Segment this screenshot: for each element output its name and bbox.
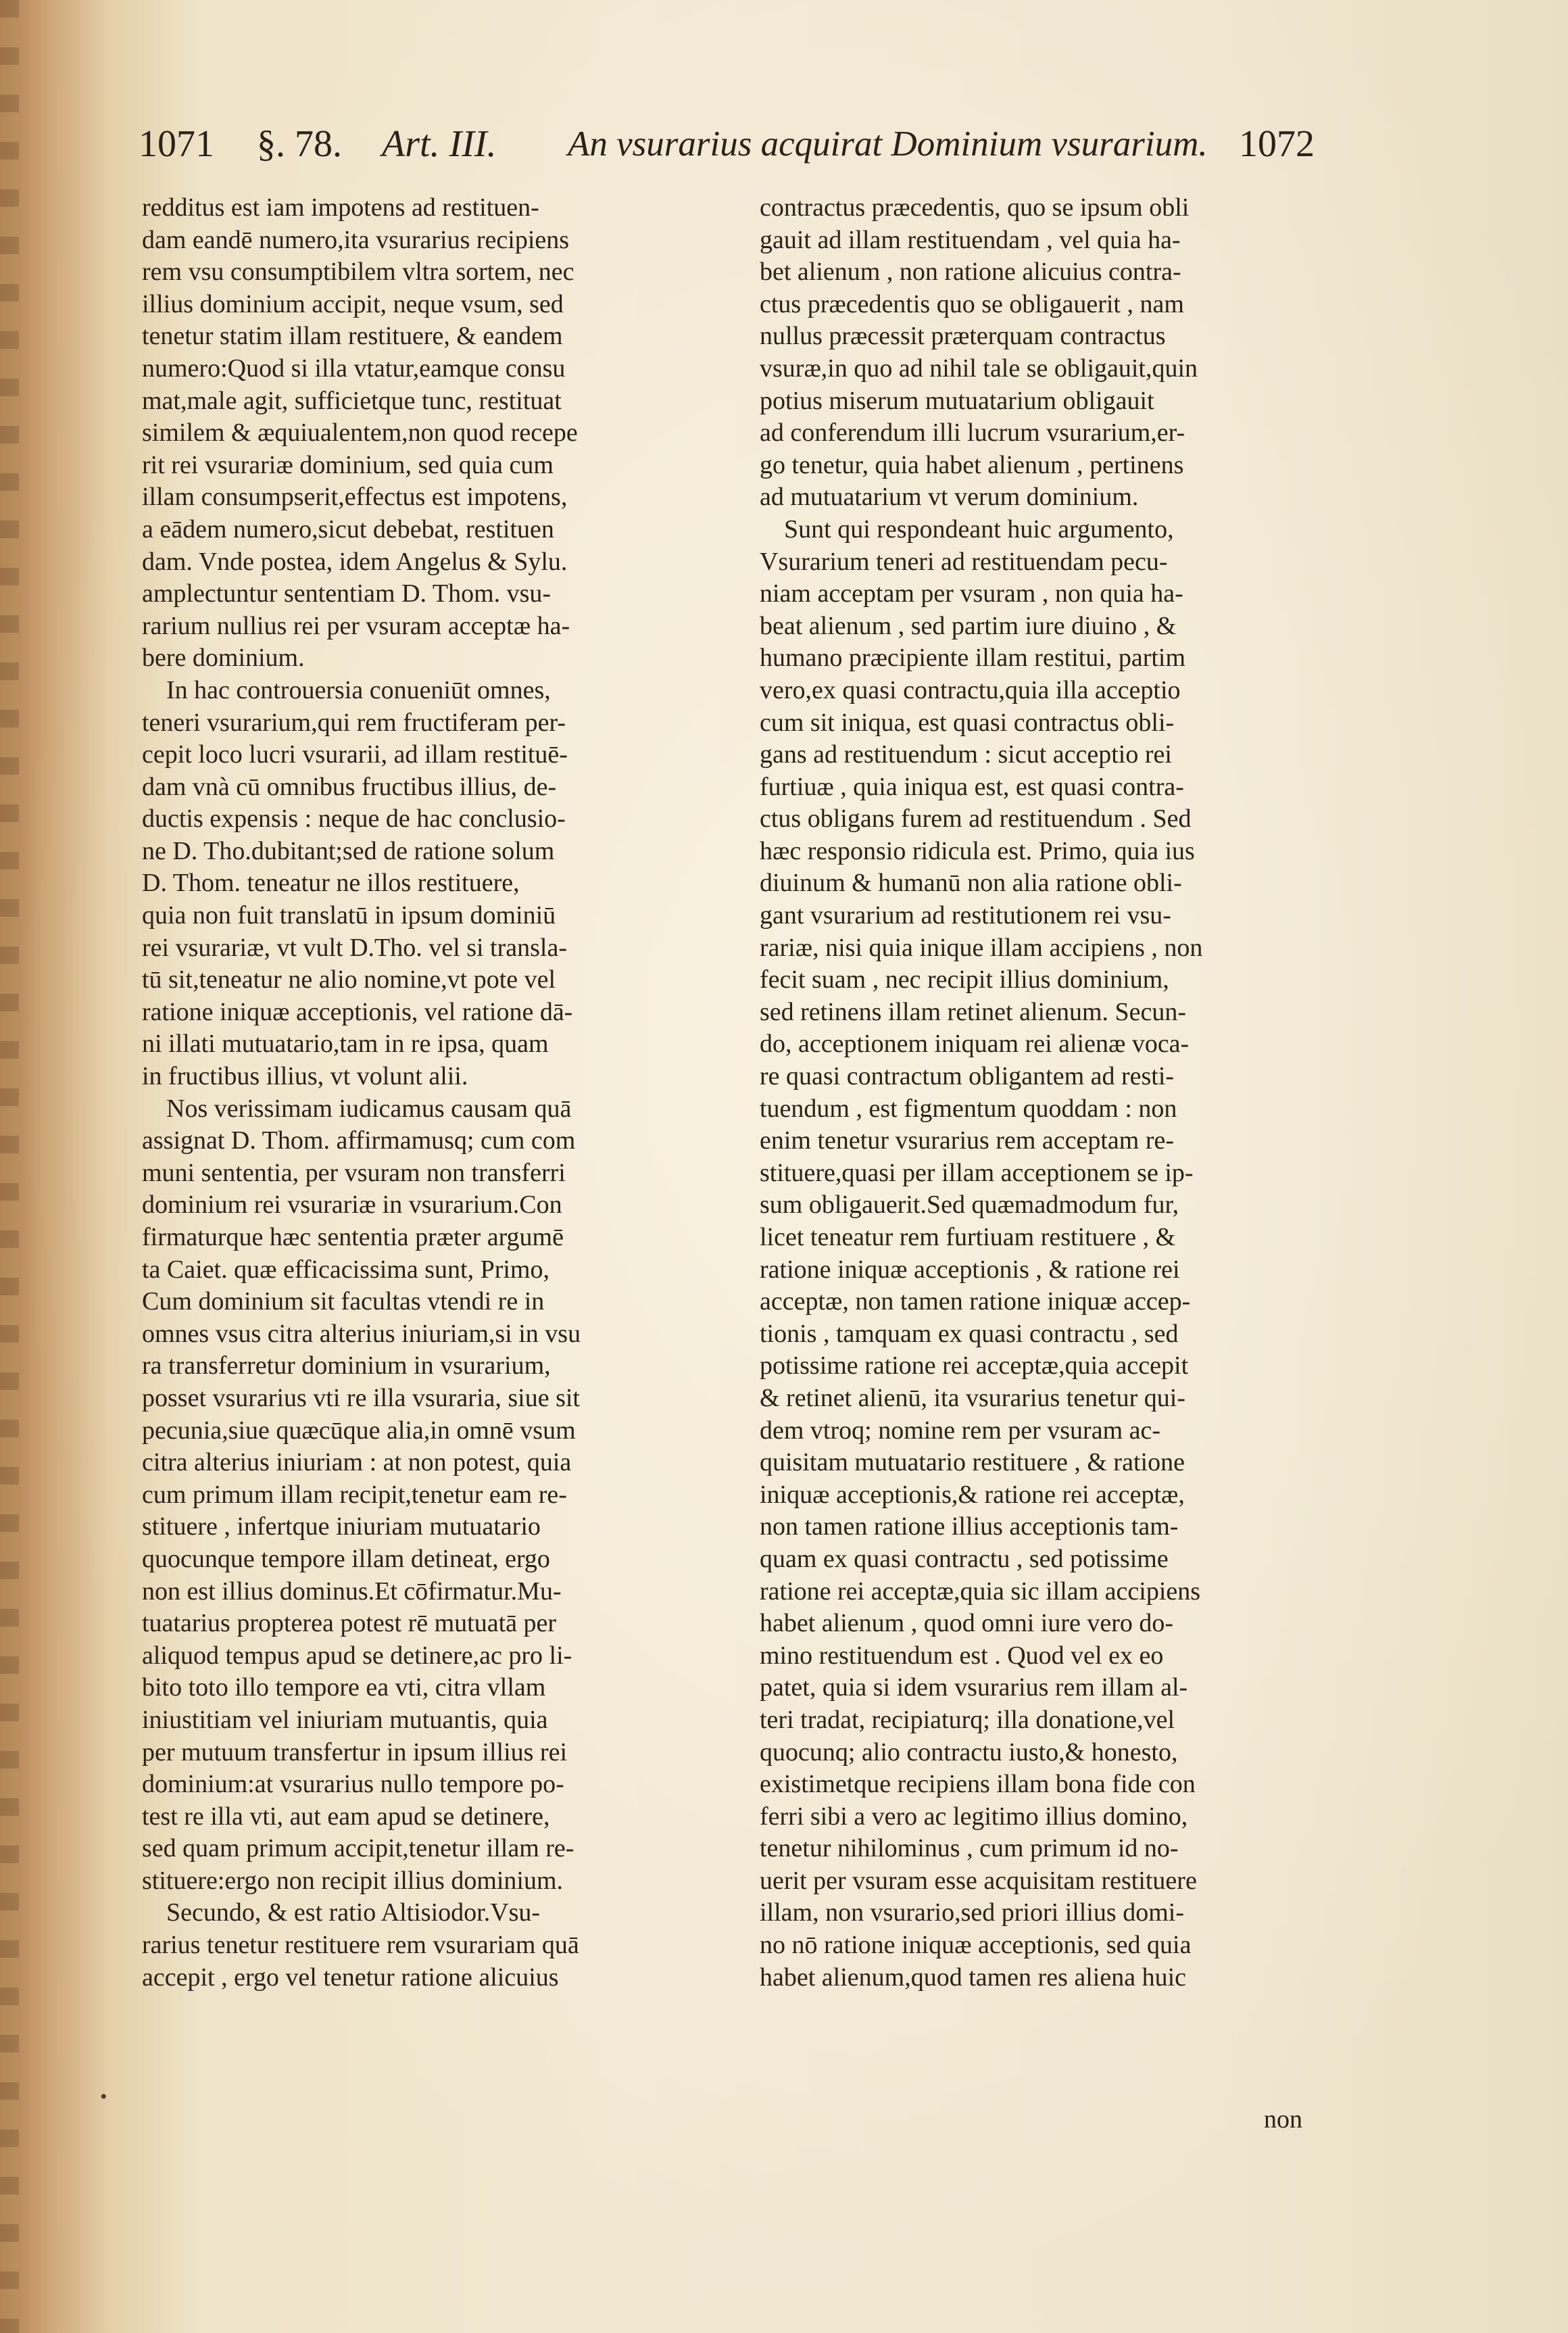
text-line: cum primum illam recipit,tenetur eam re- (142, 1480, 567, 1509)
text-line: tenetur nihilominus , cum primum id no- (760, 1834, 1179, 1863)
text-line: muni sententia, per vsuram non transferri (142, 1158, 566, 1187)
text-line: stituere,quasi per illam acceptionem se ip- (760, 1158, 1194, 1187)
text-line: ra transferretur dominium in vsurarium, (142, 1351, 551, 1380)
text-line: contractus præcedentis, quo se ipsum obli (760, 193, 1190, 222)
text-line: ta Caiet. quæ efficacissima sunt, Primo, (142, 1255, 549, 1284)
text-line: uerit per vsuram esse acquisitam restituere (760, 1866, 1197, 1895)
text-line: habet alienum,quod tamen res aliena huic (760, 1963, 1186, 1992)
text-line: quia non fuit translatū in ipsum dominiū (142, 901, 556, 930)
text-line: dam. Vnde postea, idem Angelus & Sylu. (142, 547, 568, 576)
text-line: habet alienum , quod omni iure vero do- (760, 1609, 1174, 1638)
text-line: dominium:at vsurarius nullo tempore po- (142, 1770, 564, 1799)
text-line: mino restituendum est . Quod vel ex eo (760, 1641, 1164, 1670)
text-line: redditus est iam impotens ad restituen- (142, 193, 539, 222)
text-line: iniquæ acceptionis,& ratione rei acceptæ, (760, 1480, 1185, 1509)
text-line: existimetque recipiens illam bona fide con (760, 1770, 1196, 1799)
text-line: hæc responsio ridicula est. Primo, quia ius (760, 836, 1195, 865)
text-line: sed retinens illam retinet alienum. Secun- (760, 997, 1187, 1026)
text-line: furtiuæ , quia iniqua est, est quasi contra- (760, 772, 1184, 801)
text-line: D. Thom. teneatur ne illos restituere, (142, 869, 520, 898)
text-line: nullus præcessit præterquam contractus (760, 322, 1166, 351)
text-line: citra alterius iniuriam : at non potest, quia (142, 1448, 572, 1477)
text-line: ratione iniquæ acceptionis, vel ratione dā- (142, 997, 573, 1026)
text-line: non est illius dominus.Et cōfirmatur.Mu- (142, 1577, 562, 1606)
text-line: humano præcipiente illam restitui, partim (760, 644, 1186, 673)
margin-bullet-icon: • (100, 2086, 107, 2108)
text-line: enim tenetur vsurarius rem acceptam re- (760, 1126, 1174, 1155)
text-line: stituere:ergo non recipit illius dominium. (142, 1866, 564, 1895)
text-line: gauit ad illam restituendam , vel quia ha- (760, 225, 1181, 254)
text-line: ratione iniquæ acceptionis , & ratione rei (760, 1255, 1180, 1284)
text-line: patet, quia si idem vsurarius rem illam al- (760, 1673, 1188, 1702)
text-line: do, acceptionem iniquam rei alienæ voca- (760, 1030, 1190, 1059)
page-number-right: 1072 (1239, 123, 1315, 165)
text-line: potissime ratione rei acceptæ,quia accepit (760, 1351, 1189, 1380)
text-line: per mutuum transfertur in ipsum illius rei (142, 1737, 568, 1766)
text-line: tionis , tamquam ex quasi contractu , sed (760, 1319, 1179, 1348)
text-line: ductis expensis : neque de hac conclusio- (142, 804, 566, 834)
text-line: sum obligauerit.Sed quæmadmodum fur, (760, 1190, 1179, 1220)
text-line: go tenetur, quia habet alienum , pertinens (760, 450, 1184, 479)
text-line: quocunq; alio contractu iusto,& honesto, (760, 1737, 1178, 1766)
text-line: stituere , infertque iniuriam mutuatario (142, 1512, 541, 1541)
text-line: tū sit,teneatur ne alio nomine,vt pote vel (142, 965, 556, 994)
text-line: gans ad restituendum : sicut acceptio rei (760, 740, 1172, 769)
text-line: dam vnà cū omnibus fructibus illius, de- (142, 772, 557, 801)
text-line: ad mutuatarium vt verum dominium. (760, 483, 1139, 512)
text-line: dem vtroq; nomine rem per vsuram ac- (760, 1416, 1161, 1445)
catchword: non (1264, 2105, 1302, 2134)
text-line: bet alienum , non ratione alicuius contra- (760, 258, 1181, 287)
text-line: rarium nullius rei per vsuram acceptæ ha- (142, 611, 570, 640)
text-line: dam eandē numero,ita vsurarius recipiens (142, 225, 570, 254)
text-line: fecit suam , nec recipit illius dominium, (760, 965, 1169, 994)
page-number-left: 1071 (139, 123, 214, 165)
text-line: quocunque tempore illam detineat, ergo (142, 1544, 550, 1573)
text-line: gant vsurarium ad restitutionem rei vsu- (760, 901, 1171, 930)
text-line: firmaturque hæc sententia præter argumē (142, 1223, 564, 1251)
running-title: An vsurarius acquirat Dominium vsurarium. (568, 124, 1208, 164)
text-line: diuinum & humanū non alia ratione obli- (760, 869, 1182, 898)
text-line: ni illati mutuatario,tam in re ipsa, quam (142, 1030, 549, 1059)
text-line: iniustitiam vel iniuriam mutuantis, quia (142, 1705, 548, 1734)
text-line: no nō ratione iniquæ acceptionis, sed quia (760, 1931, 1192, 1960)
text-line: illam, non vsurario,sed priori illius domi- (760, 1898, 1184, 1927)
text-column-right (760, 192, 1314, 1994)
text-line: similem & æquiualentem,non quod recepe (142, 418, 578, 448)
text-line: Nos verissimam iudicamus causam quā (166, 1094, 572, 1123)
section-mark: §. 78. (257, 123, 342, 165)
text-line: amplectuntur sententiam D. Thom. vsu- (142, 579, 552, 608)
text-line: rei vsurariæ, vt vult D.Tho. vel si transla- (142, 933, 567, 962)
text-line: ferri sibi a vero ac legitimo illius domino, (760, 1802, 1188, 1831)
text-line: ctus præcedentis quo se obligauerit , nam (760, 289, 1184, 318)
page-edge-shadow (0, 0, 19, 2333)
text-line: aliquod tempus apud se detinere,ac pro li- (142, 1641, 572, 1670)
text-line: rariæ, nisi quia inique illam accipiens , non (760, 933, 1203, 962)
text-line: accepit , ergo vel tenetur ratione alicuius (142, 1963, 559, 1992)
text-line: acceptæ, non tamen ratione iniquæ accep- (760, 1287, 1191, 1316)
text-line: assignat D. Thom. affirmamusq; cum com (142, 1126, 576, 1155)
text-line: potius miserum mutuatarium obligauit (760, 386, 1154, 415)
text-line: teneri vsurarium,qui rem fructiferam per- (142, 708, 566, 737)
text-line: teri tradat, recipiaturq; illa donatione,vel (760, 1705, 1175, 1734)
text-line: quisitam mutuatario restituere , & ratione (760, 1448, 1185, 1477)
text-line: in fructibus illius, vt volunt alii. (142, 1062, 468, 1091)
text-line: vsuræ,in quo ad nihil tale se obligauit,quin (760, 354, 1198, 383)
text-line: rit rei vsurariæ dominium, sed quia cum (142, 450, 554, 479)
text-line: Secundo, & est ratio Altisiodor.Vsu- (166, 1898, 541, 1927)
text-line: In hac controuersia conueniūt omnes, (166, 675, 551, 704)
text-line: niam acceptam per vsuram , non quia ha- (760, 579, 1183, 608)
text-line: bere dominium. (142, 644, 305, 673)
text-line: numero:Quod si illa vtatur,eamque consu (142, 354, 566, 383)
text-column-left (142, 192, 696, 1994)
article-label: Art. III. (382, 123, 497, 165)
text-line: pecunia,siue quæcūque alia,in omnē vsum (142, 1416, 576, 1445)
text-line: dominium rei vsurariæ in vsurarium.Con (142, 1190, 562, 1220)
text-line: ctus obligans furem ad restituendum . Sed (760, 804, 1192, 834)
text-line: non tamen ratione illius acceptionis tam- (760, 1512, 1179, 1541)
text-line: rarius tenetur restituere rem vsurariam quā (142, 1931, 579, 1960)
text-line: re quasi contractum obligantem ad resti- (760, 1062, 1175, 1091)
text-line: sed quam primum accipit,tenetur illam re- (142, 1834, 574, 1863)
text-line: a eādem numero,sicut debebat, restituen (142, 514, 554, 544)
text-line: cepit loco lucri vsurarii, ad illam restituē- (142, 740, 568, 769)
text-line: cum sit iniqua, est quasi contractus obli- (760, 708, 1175, 737)
text-line: beat alienum , sed partim iure diuino , & (760, 611, 1177, 640)
text-line: Vsurarium teneri ad restituendam pecu- (760, 547, 1168, 576)
text-line: test re illa vti, aut eam apud se detinere, (142, 1802, 550, 1831)
text-line: ne D. Tho.dubitant;sed de ratione solum (142, 836, 555, 865)
text-line: tuendum , est figmentum quoddam : non (760, 1094, 1177, 1123)
text-line: omnes vsus citra alterius iniuriam,si in vsu (142, 1319, 581, 1348)
text-line: Cum dominium sit facultas vtendi re in (142, 1287, 545, 1316)
text-line: licet teneatur rem furtiuam restituere , & (760, 1223, 1176, 1251)
text-line: rem vsu consumptibilem vltra sortem, nec (142, 258, 574, 287)
running-header (139, 120, 1315, 168)
text-line: vero,ex quasi contractu,quia illa acceptio (760, 675, 1181, 704)
text-line: quam ex quasi contractu , sed potissime (760, 1544, 1169, 1573)
text-line: ad conferendum illi lucrum vsurarium,er- (760, 418, 1185, 448)
text-line: & retinet alienū, ita vsurarius tenetur qui- (760, 1383, 1185, 1412)
text-line: posset vsurarius vti re illa vsuraria, siue sit (142, 1383, 580, 1412)
text-line: Sunt qui respondeant huic argumento, (784, 514, 1174, 544)
text-line: tuatarius propterea potest rē mutuatā per (142, 1609, 557, 1638)
text-line: illam consumpserit,effectus est impotens, (142, 483, 568, 512)
text-line: tenetur statim illam restituere, & eandem (142, 322, 563, 351)
text-line: bito toto illo tempore ea vti, citra vllam (142, 1673, 546, 1702)
text-line: ratione rei acceptæ,quia sic illam accipiens (760, 1577, 1201, 1606)
text-line: illius dominium accipit, neque vsum, sed (142, 289, 564, 318)
text-line: mat,male agit, sufficietque tunc, restituat (142, 386, 562, 415)
